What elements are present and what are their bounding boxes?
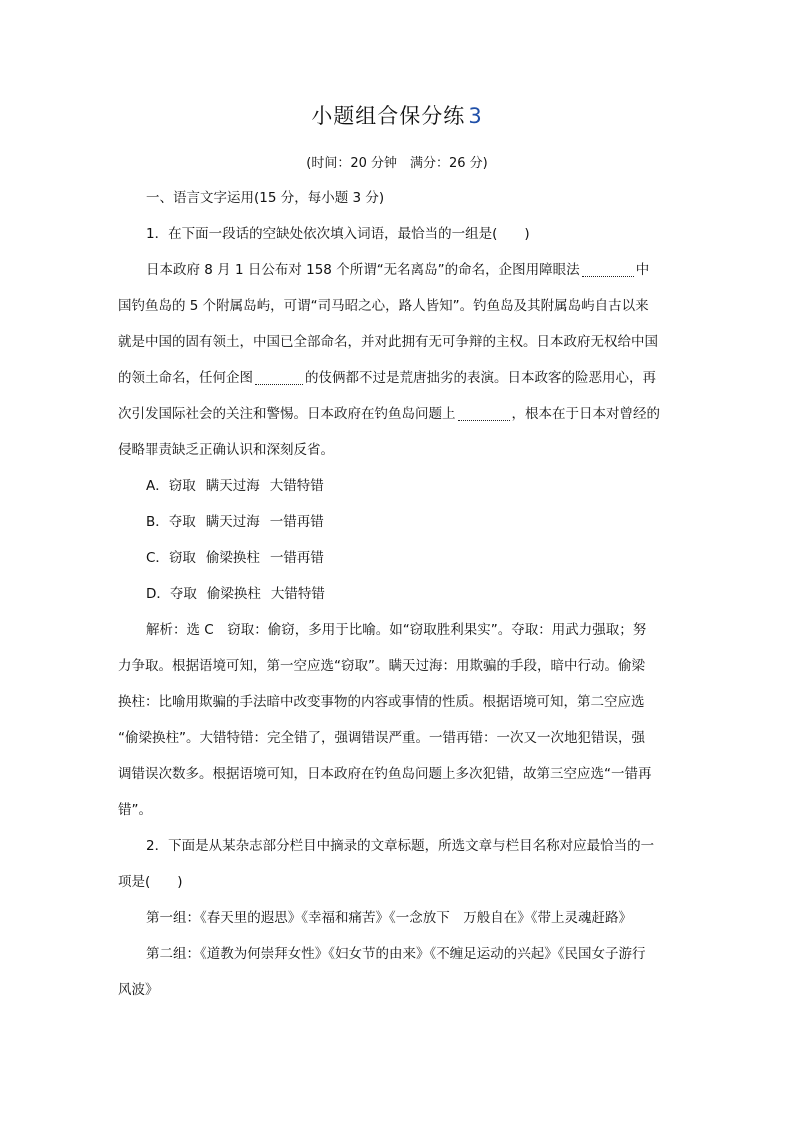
option-word: 偷梁换柱 bbox=[206, 586, 261, 602]
option-word: 大错特错 bbox=[270, 586, 325, 602]
analysis-line: 换柱：比喻用欺骗的手法暗中改变事物的内容或事情的性质。根据语境可知，第二空应选 bbox=[118, 694, 645, 710]
analysis-line: 力争取。根据语境可知，第一空应选“窃取”。瞒天过海：用欺骗的手段，暗中行动。偷梁 bbox=[118, 658, 645, 674]
analysis-line: 调错误次数多。根据语境可知，日本政府在钓鱼岛问题上多次犯错，故第三空应选“一错再 bbox=[118, 766, 652, 782]
option-d bbox=[146, 584, 706, 604]
option-label: D． bbox=[146, 586, 170, 602]
passage-text: 中 bbox=[635, 262, 650, 278]
analysis-line: 错”。 bbox=[118, 802, 152, 818]
passage-line: 就是中国的固有领土，中国已全部命名，并对此拥有无可争辩的主权。日本政府无权给中国 bbox=[118, 334, 658, 350]
question-1-stem: 1．在下面一段话的空缺处依次填入词语，最恰当的一组是( ) bbox=[146, 226, 530, 242]
title-number: 3 bbox=[468, 104, 483, 128]
analysis-line: 解析：选 C 窃取：偷窃，多用于比喻。如“窃取胜利果实”。夺取：用武力强取；努 bbox=[146, 622, 647, 638]
option-a bbox=[146, 476, 706, 496]
blank-2 bbox=[255, 370, 303, 385]
question-2-stem: 2．下面是从某杂志部分栏目中摘录的文章标题，所选文章与栏目名称对应最恰当的一 bbox=[146, 838, 655, 854]
option-word: 夺取 bbox=[168, 514, 196, 530]
section-heading: 一、语言文字运用(15 分，每小题 3 分) bbox=[146, 190, 385, 206]
group-1: 第一组：《春天里的遐思》《幸福和痛苦》《一念放下 万般自在》《带上灵魂赶路》 bbox=[146, 910, 632, 926]
passage-text: 次引发国际社会的关注和警惕。日本政府在钓鱼岛问题上 bbox=[118, 406, 456, 422]
passage-line bbox=[118, 368, 678, 388]
option-word: 一错再错 bbox=[269, 550, 324, 566]
page-title bbox=[0, 100, 794, 130]
passage-line: 侵略罪责缺乏正确认识和深刻反省。 bbox=[118, 442, 334, 458]
exam-info: (时间：20 分钟 满分：26 分) bbox=[306, 156, 488, 171]
option-word: 瞒天过海 bbox=[205, 514, 260, 530]
option-label: C． bbox=[146, 550, 169, 566]
passage-line bbox=[146, 260, 678, 280]
group-2: 第二组：《道教为何崇拜女性》《妇女节的由来》《不缠足运动的兴起》《民国女子游行 bbox=[146, 946, 646, 962]
passage-line bbox=[118, 404, 678, 424]
title-text: 小题组合保分练 bbox=[311, 104, 466, 128]
passage-text: 的伎俩都不过是荒唐拙劣的表演。日本政客的险恶用心，再 bbox=[305, 370, 656, 386]
option-label: B． bbox=[146, 514, 169, 530]
passage-text: ，根本在于日本对曾经的 bbox=[511, 406, 660, 422]
option-label: A． bbox=[146, 478, 169, 494]
option-word: 偷梁换柱 bbox=[205, 550, 260, 566]
passage-line: 国钓鱼岛的 5 个附属岛屿，可谓“司马昭之心，路人皆知”。钓鱼岛及其附属岛屿自古以来 bbox=[118, 298, 649, 314]
group-2-cont: 风波》 bbox=[118, 982, 159, 998]
option-word: 窃取 bbox=[168, 550, 196, 566]
option-word: 瞒天过海 bbox=[205, 478, 260, 494]
option-c bbox=[146, 548, 706, 568]
passage-text: 的领土命名，任何企图 bbox=[118, 370, 253, 386]
question-2-stem-cont: 项是( ) bbox=[118, 874, 183, 890]
option-b bbox=[146, 512, 706, 532]
analysis-line: “偷梁换柱”。大错特错：完全错了，强调错误严重。一错再错：一次又一次地犯错误，强 bbox=[118, 730, 645, 746]
blank-3 bbox=[458, 406, 510, 421]
blank-1 bbox=[582, 262, 634, 277]
option-word: 一错再错 bbox=[269, 514, 324, 530]
passage-text: 日本政府 8 月 1 日公布对 158 个所谓“无名离岛”的命名，企图用障眼法 bbox=[146, 262, 580, 278]
option-word: 窃取 bbox=[168, 478, 196, 494]
option-word: 夺取 bbox=[169, 586, 197, 602]
option-word: 大错特错 bbox=[269, 478, 324, 494]
